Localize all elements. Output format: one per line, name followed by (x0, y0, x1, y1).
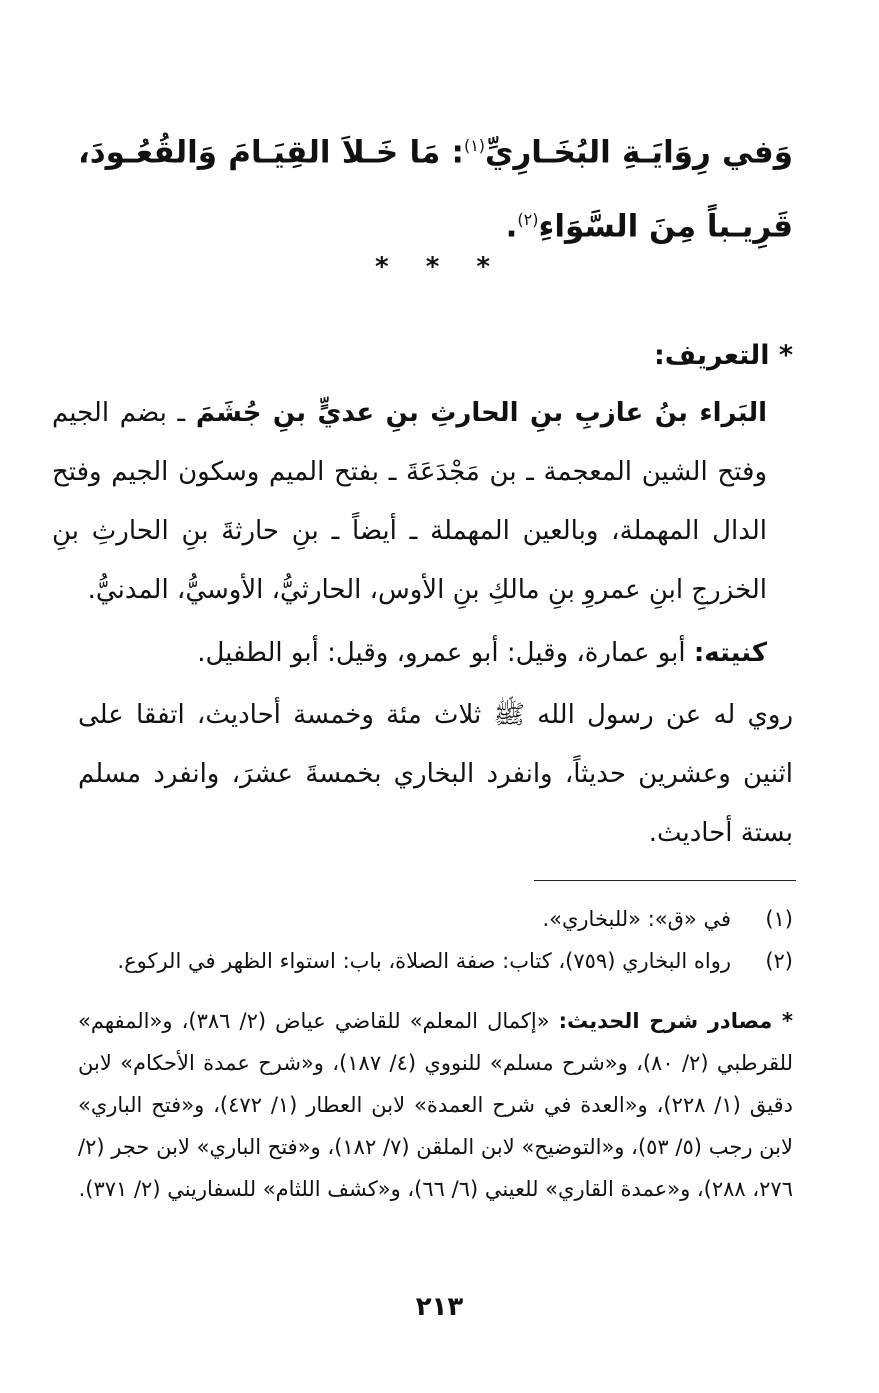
footnote-number: (١) (765, 907, 793, 931)
hadith-end: . (505, 208, 518, 245)
footnote-text: في «ق»: «للبخاري». (542, 907, 731, 931)
sources-label: * مصادر شرح الحديث: (558, 1009, 793, 1033)
kunya-label: كنيته: (693, 638, 767, 668)
footnote-item (78, 940, 793, 982)
footnote-item (78, 898, 793, 940)
footnote-number: (٢) (765, 949, 793, 973)
narrator-name: البَراء بنُ عازبِ بنِ الحارثِ بنِ عديٍّ بنِ جُشَمَ (195, 398, 767, 428)
narrations-paragraph: روي له عن رسول الله ﷺ ثلاث مئة وخمسة أحاديث، اتفقا على اثنين وعشرين حديثاً، وانفرد البخاري بخمسةَ عشرَ، وانفرد مسلم بستة أحاديث. (78, 700, 793, 848)
page-number: ٢١٣ (415, 1292, 464, 1322)
sources-paragraph (78, 1000, 793, 1210)
biography-text: ـ بضم الجيم وفتح الشين المعجمة ـ بن مَجْدَعَةَ ـ بفتح الميم وسكون الجيم وفتح الدال المهملة، وبالعين المهملة ـ أيضاً ـ بنِ حارثةَ بنِ الحارثِ بنِ الخزرجِ ابنِ عمروِ بنِ مالكِ بنِ الأوس، الحارثيُّ، الأوسيُّ، المدنيُّ. (52, 398, 767, 605)
definition-heading: * التعريف: (653, 340, 793, 371)
biography-paragraph (52, 384, 793, 620)
footnote-text: رواه البخاري (٧٥٩)، كتاب: صفة الصلاة، باب: استواء الظهر في الركوع. (117, 949, 731, 973)
footnote-ref-1: (١) (463, 136, 486, 155)
footnote-ref-2: (٢) (517, 210, 539, 230)
footnotes (78, 898, 793, 982)
hadith-body: : مَا خَـلاَ القِيَـامَ وَالقُعُـودَ، قَرِيـباً مِنَ السَّوَاءِ (78, 134, 793, 245)
hadith-opening: وَفي رِوَايَـةِ البُخَـارِيِّ (485, 134, 793, 171)
section-separator: * * * (375, 252, 504, 282)
kunya-text: أبو عمارة، وقيل: أبو عمرو، وقيل: أبو الطفيل. (197, 638, 694, 668)
hadith-text (78, 112, 793, 261)
sources-text: «إكمال المعلم» للقاضي عياض (٢/ ٣٨٦)، و«المفهم» للقرطبي (٢/ ٨٠)، و«شرح مسلم» للنووي (٤/ ١٨٧)، و«شرح عمدة الأحكام» لابن دقيق (١/ ٢٢٨)، و«العدة في شرح العمدة» لابن العطار (١/ ٤٧٢)، و«فتح الباري» لابن رجب (٥/ ٥٣)، و«التوضيح» لابن الملقن (٧/ ١٨٢)، و«فتح الباري» لابن حجر (٢/ ٢٧٦، ٢٨٨)، و«عمدة القاري» للعيني (٦/ ٦٦)، و«كشف اللثام» للسفاريني (٢/ ٣٧١). (78, 1009, 793, 1201)
kunya-paragraph (52, 624, 793, 683)
footnote-divider (534, 880, 796, 881)
